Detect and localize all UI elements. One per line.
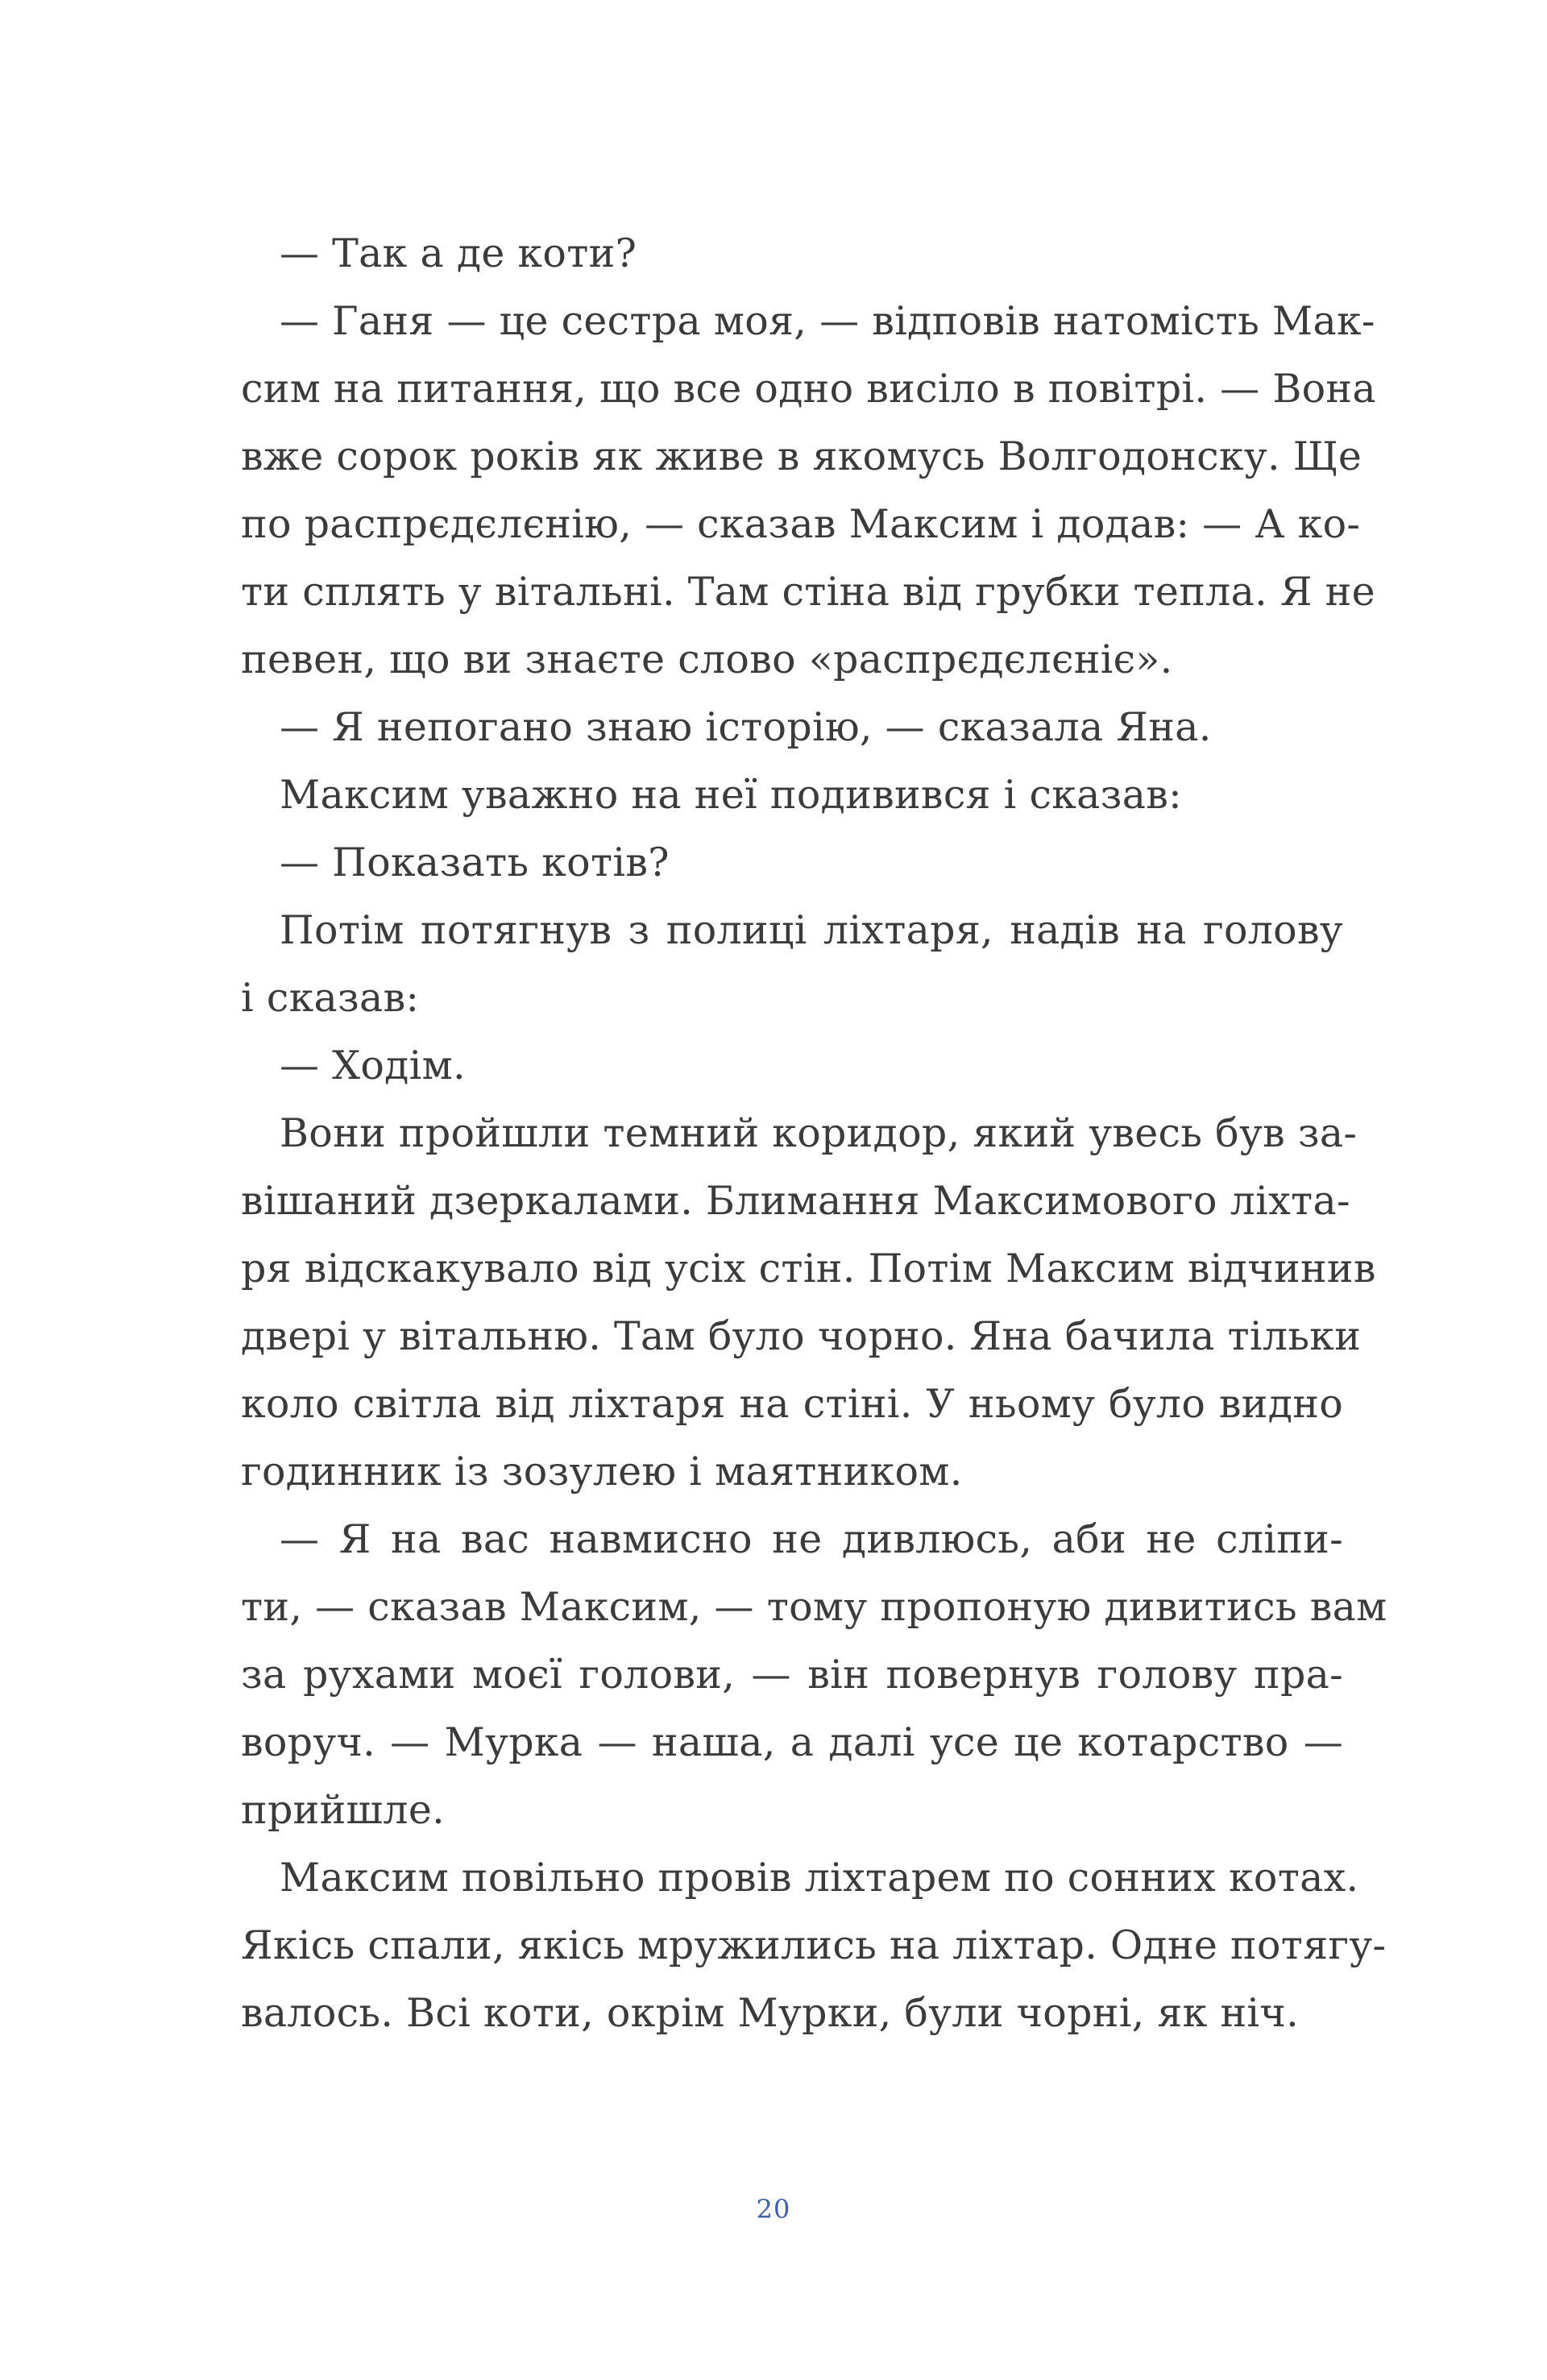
body-text — [241, 220, 1387, 2047]
text-line: сим на питання, що все одно висіло в повітрі. — Вона — [241, 366, 1376, 412]
text-line: ря відскакувало від усіх стін. Потім Максим відчинив — [241, 1246, 1376, 1292]
text-line: ти сплять у вітальні. Там стіна від грубки тепла. Я не — [241, 569, 1375, 615]
text-line: і сказав: — [241, 975, 420, 1021]
text-line: Якісь спали, якісь мружились на ліхтар. Одне потягу- — [241, 1922, 1387, 1968]
text-line: валось. Всі коти, окрім Мурки, були чорні, як ніч. — [241, 1990, 1299, 2036]
page-number: 20 — [756, 2194, 791, 2225]
text-line: вішаний дзеркалами. Блимання Максимового ліхта- — [241, 1178, 1350, 1224]
text-line: — Я на вас навмисно не дивлюсь, аби не сліпи- — [280, 1516, 1343, 1562]
text-line: Максим повільно провів ліхтарем по сонних котах. — [280, 1855, 1359, 1901]
text-line: вже сорок років як живе в якомусь Волгодонску. Ще — [241, 433, 1362, 479]
text-line: — Ходім. — [280, 1043, 466, 1088]
text-line: — Так а де коти? — [280, 230, 637, 276]
text-line: — Ганя — це сестра моя, — відповів натомість Мак- — [280, 298, 1375, 344]
text-line: — Я непогано знаю історію, — сказала Яна. — [280, 704, 1212, 750]
text-line: за рухами моєї голови, — він повернув голову пра- — [241, 1652, 1343, 1698]
text-line: двері у вітальню. Там було чорно. Яна бачила тільки — [241, 1313, 1362, 1359]
text-line: певен, що ви знаєте слово «распрєдєлєніє». — [241, 636, 1173, 682]
text-line: воруч. — Мурка — наша, а далі усе це котарство — — [241, 1719, 1343, 1765]
text-line: Вони пройшли темний коридор, який увесь був за- — [280, 1110, 1358, 1156]
text-line: прийшле. — [241, 1787, 445, 1833]
text-line: по распрєдєлєнію, — сказав Максим і додав: — А ко- — [241, 501, 1361, 547]
text-line: ти, — сказав Максим, — тому пропоную дивитись вам — [241, 1584, 1387, 1630]
text-line: — Показать котів? — [280, 840, 670, 885]
text-line: Потім потягнув з полиці ліхтаря, надів на голову — [280, 907, 1343, 953]
text-line: годинник із зозулею і маятником. — [241, 1449, 963, 1495]
text-line: коло світла від ліхтаря на стіні. У ньому було видно — [241, 1381, 1343, 1427]
text-line: Максим уважно на неї подивився і сказав: — [280, 772, 1182, 818]
